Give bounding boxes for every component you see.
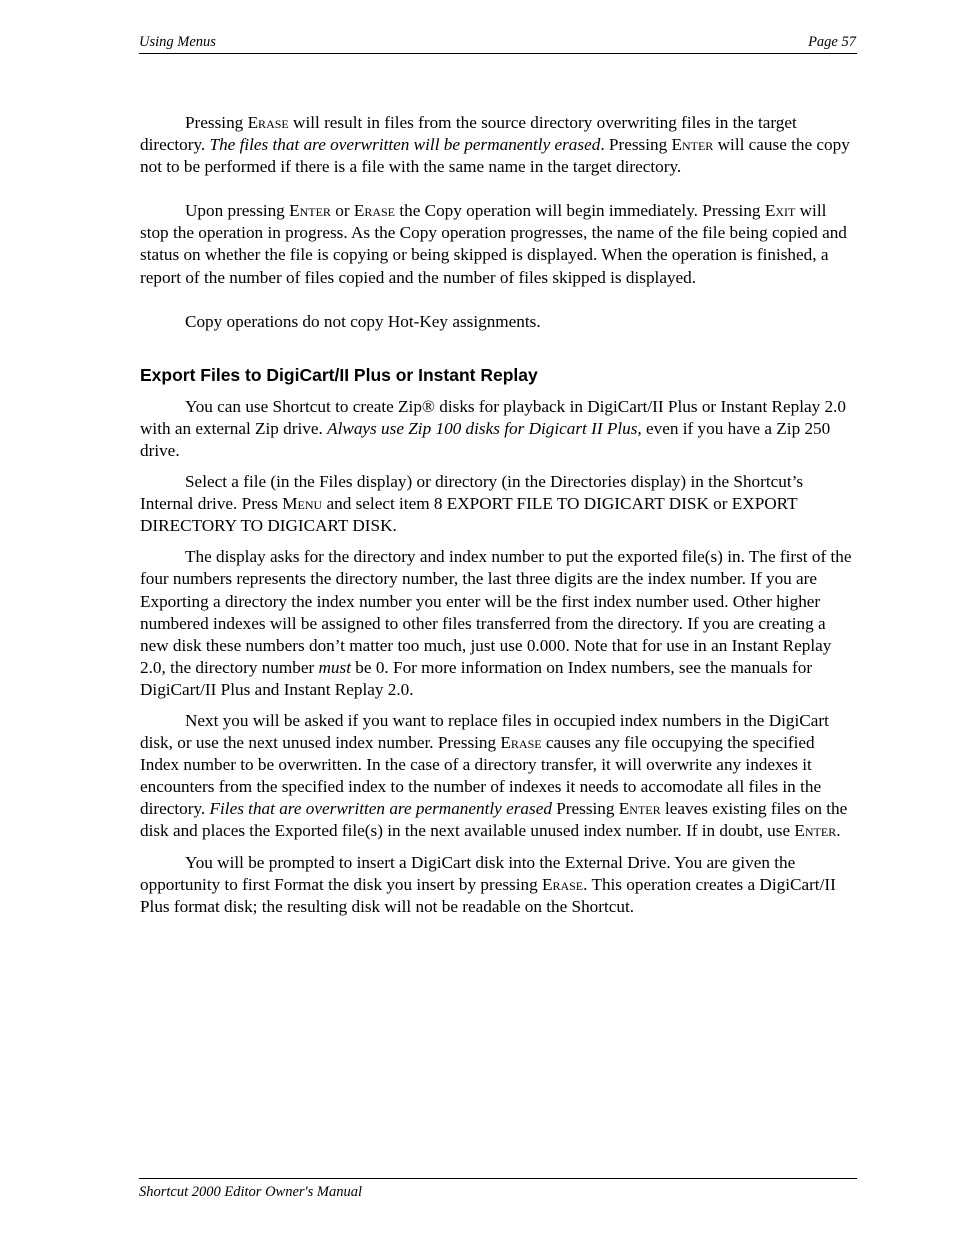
warning-text: Files that are overwritten are permanently erased (209, 799, 552, 819)
key-erase: Erase (541, 874, 584, 894)
key-erase: Erase (500, 733, 542, 753)
footer-manual-title: Shortcut 2000 Editor Owner's Manual (139, 1184, 363, 1200)
paragraph-select-file: Select a file (in the Files display) or directory (in the Directories display) in the Shortcut’s Internal drive. Press Menu and select item 8 EXPORT FILE TO DIGICART DISK or EXPORT DIRECTORY TO DIGICART DISK. (140, 472, 804, 536)
emphasis-text: must (318, 657, 351, 677)
key-enter: Enter (794, 821, 837, 841)
key-erase: Erase (353, 201, 396, 221)
emphasis-text: Always use Zip 100 disks for Digicart II Plus (327, 418, 638, 438)
page-footer (139, 1178, 857, 1201)
paragraph-index-number: The display asks for the directory and index number to put the exported file(s) in. The first of the four numbers represents the directory number, the last three digits are the index number. If you are Exporting a directory the index number you enter will be the first index number used. Other higher numbered indexes will be assigned to other files transferred from the directory. If you are creating a new disk these numbers don’t matter too much, just use 0.000. Note that for use in an Instant Replay 2.0, the directory number must be 0. For more information on Index numbers, see the manuals for DigiCart/II Plus and Instant Replay 2.0. (140, 547, 852, 699)
paragraph-copy-operation: Upon pressing Enter or Erase the Copy operation will begin immediately. Pressing Exit will stop the operation in progress. As the Copy operation progresses, the name of the file being copied and status on whether the file is copying or being skipped is displayed. When the operation is finished, a report of the number of files copied and the number of files skipped is displayed. (140, 201, 847, 287)
paragraph-replace-files: Next you will be asked if you want to replace files in occupied index numbers in the DigiCart disk, or use the next unused index number. Pressing Erase causes any file occupying the specified Index number to be overwritten. In the case of a directory transfer, it will overwrite any indexes it encounters from the specified index to the number of indexes it needs to accomodate all files in the directory. Files that are overwritten are permanently erased Pressing Enter leaves existing files on the disk and places the Exported file(s) in the next available unused index number. If in doubt, use Enter. (140, 710, 848, 841)
section-heading: Export Files to DigiCart/II Plus or Instant Replay (140, 364, 538, 385)
page-header (139, 33, 857, 54)
key-enter: Enter (671, 135, 714, 155)
key-enter: Enter (289, 201, 331, 221)
page-body (140, 112, 858, 918)
paragraph-hotkey-note: Copy operations do not copy Hot-Key assignments. (185, 311, 541, 331)
warning-text: The files that are overwritten will be permanently erased (209, 135, 601, 155)
key-erase: Erase (247, 113, 289, 132)
key-exit: Exit (764, 201, 796, 221)
header-page-number: Page 57 (808, 34, 856, 50)
paragraph-insert-disk: You will be prompted to insert a DigiCart disk into the External Drive. You are given the opportunity to first Format the disk you insert by pressing Erase. This operation creates a DigiCart/II Plus format disk; the resulting disk will not be readable on the Shortcut. (140, 852, 836, 916)
key-menu: Menu (282, 494, 323, 514)
paragraph-zip-disks: You can use Shortcut to create Zip® disks for playback in DigiCart/II Plus or Instant Replay 2.0 with an external Zip drive. Always use Zip 100 disks for Digicart II Plus, even if you have a Zip 250 drive. (140, 396, 846, 460)
header-section-title: Using Menus (139, 34, 216, 50)
paragraph-erase-behavior: Pressing Erase will result in files from the source directory overwriting files in the target directory. The files that are overwritten will be permanently erased. Pressing Enter will cause the copy not to be performed if there is a file with the same name in the target directory. (140, 113, 850, 177)
key-enter: Enter (618, 799, 661, 819)
